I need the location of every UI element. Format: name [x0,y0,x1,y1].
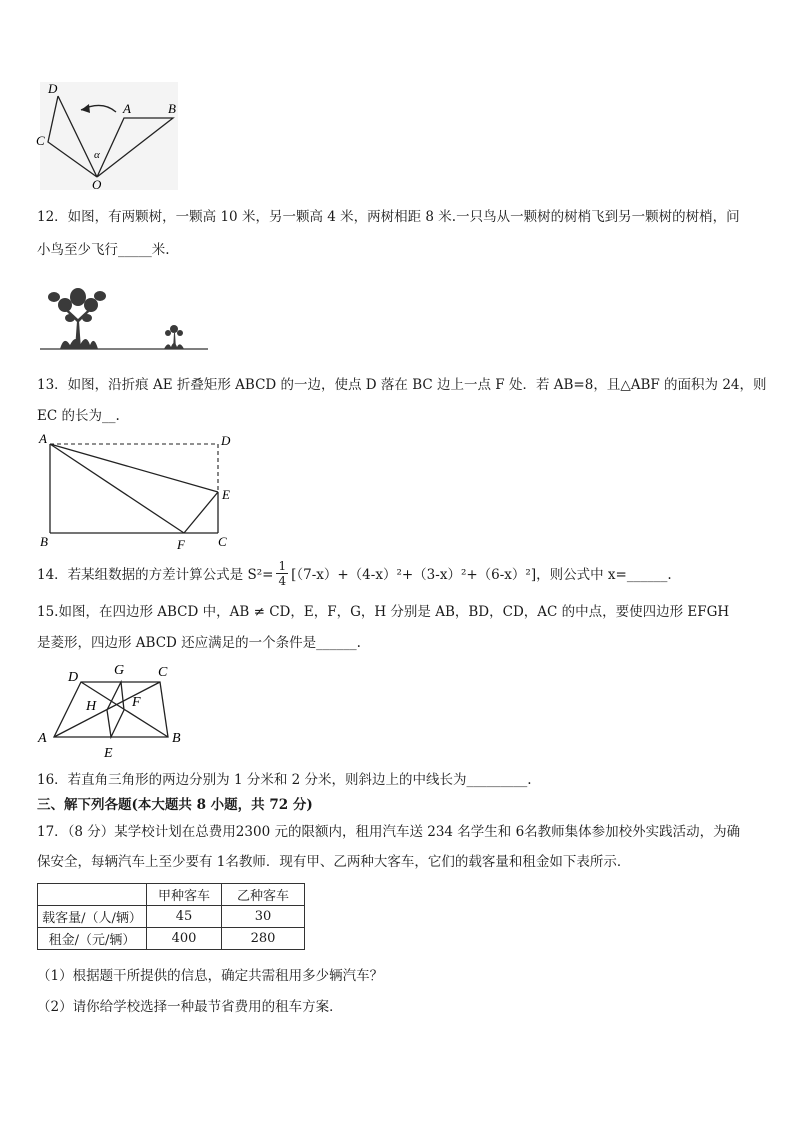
section-title: 三、解下列各题(本大题共 8 小题，共 72 分) [37,797,313,813]
table-header-row [38,884,305,906]
q13-text-line2: EC 的长为__. [37,408,120,424]
table-cell: 租金/（元/辆） [38,928,147,950]
q17-sub2: （2）请你给学校选择一种最节省费用的租车方案． [37,999,343,1015]
label-a: A [38,731,47,746]
q15-text-line2: 是菱形，四边形 ABCD 还应满足的一个条件是______. [37,635,361,651]
q12-text-line2: 小鸟至少飞行_____米. [37,242,170,258]
table-cell: 280 [222,928,305,950]
segment-af [50,444,184,533]
label-o: O [92,177,102,192]
q13-text-line1: 13．如图，沿折痕 AE 折叠矩形 ABCD 的一边，使点 D 落在 BC 边上一点 F 处．若 AB=8，且△ABF 的面积为 24，则 [37,377,767,393]
q14-fraction-numerator: 1 [278,558,287,573]
label-d: D [221,433,231,448]
table-row [38,906,305,928]
label-e: E [222,487,230,502]
small-tree [164,325,184,349]
table-row [38,928,305,950]
label-d: D [48,82,58,96]
quadrilateral-efgh [107,682,124,737]
label-a: A [123,101,131,116]
label-g: G [114,663,125,678]
figure-folded-rectangle [36,430,266,552]
table-cell: 400 [147,928,222,950]
q17-text-line1: 17．（8 分）某学校计划在总费用2300 元的限额内，租用汽车送 234 名学生和 6名教师集体参加校外实践活动，为确 [37,824,741,840]
label-f: F [177,537,185,552]
q16-text: 16．若直角三角形的两边分别为 1 分米和 2 分米，则斜边上的中线长为_________. [37,772,532,788]
label-b: B [40,534,48,549]
table-header-cell [38,884,147,906]
label-c: C [218,534,227,549]
rental-table [37,883,305,950]
table-cell: 30 [222,906,305,928]
q14-formula: [（7-x）+（4-x）²+（3-x）²+（6-x）²]，则公式中 x=______. [291,567,672,583]
figure-two-trees [40,283,210,355]
figure-background [40,82,178,190]
label-h: H [86,699,97,714]
label-b: B [172,731,181,746]
figure-quadrilateral-midpoints [36,660,196,760]
figure-rotation [34,82,184,192]
q14-fraction [276,559,288,588]
label-alpha: α [94,149,100,161]
table-cell: 载客量/（人/辆） [38,906,147,928]
q14-prefix: 14．若某组数据的方差计算公式是 S²= [37,567,274,583]
label-f: F [132,695,141,710]
q15-text-line1: 15.如图，在四边形 ABCD 中，AB ≠ CD，E，F，G，H 分别是 AB，BD，CD，AC 的中点，要使四边形 EFGH [37,604,730,620]
table-header-cell: 甲种客车 [147,884,222,906]
q17-sub1: （1）根据题干所提供的信息，确定共需租用多少辆汽车？ [37,968,384,984]
label-d: D [68,670,79,685]
label-c: C [158,665,168,680]
label-e: E [104,746,113,760]
table-cell: 45 [147,906,222,928]
segment-fe [184,492,218,533]
q12-text-line1: 12．如图，有两颗树，一颗高 10 米，另一颗高 4 米，两树相距 8 米.一只鸟从一颗树的树梢飞到另一颗树的树梢，问 [37,209,740,225]
q14-text [37,555,672,591]
q14-fraction-denominator: 4 [278,573,287,588]
label-a: A [39,431,47,446]
fold-ae [50,444,218,492]
table-header-cell: 乙种客车 [222,884,305,906]
label-b: B [168,101,176,116]
q17-text-line2: 保安全，每辆汽车上至少要有 1名教师．现有甲、乙两种大客车，它们的载客量和租金如下表所示． [37,854,631,870]
label-c: C [36,133,45,148]
big-tree [48,288,106,349]
